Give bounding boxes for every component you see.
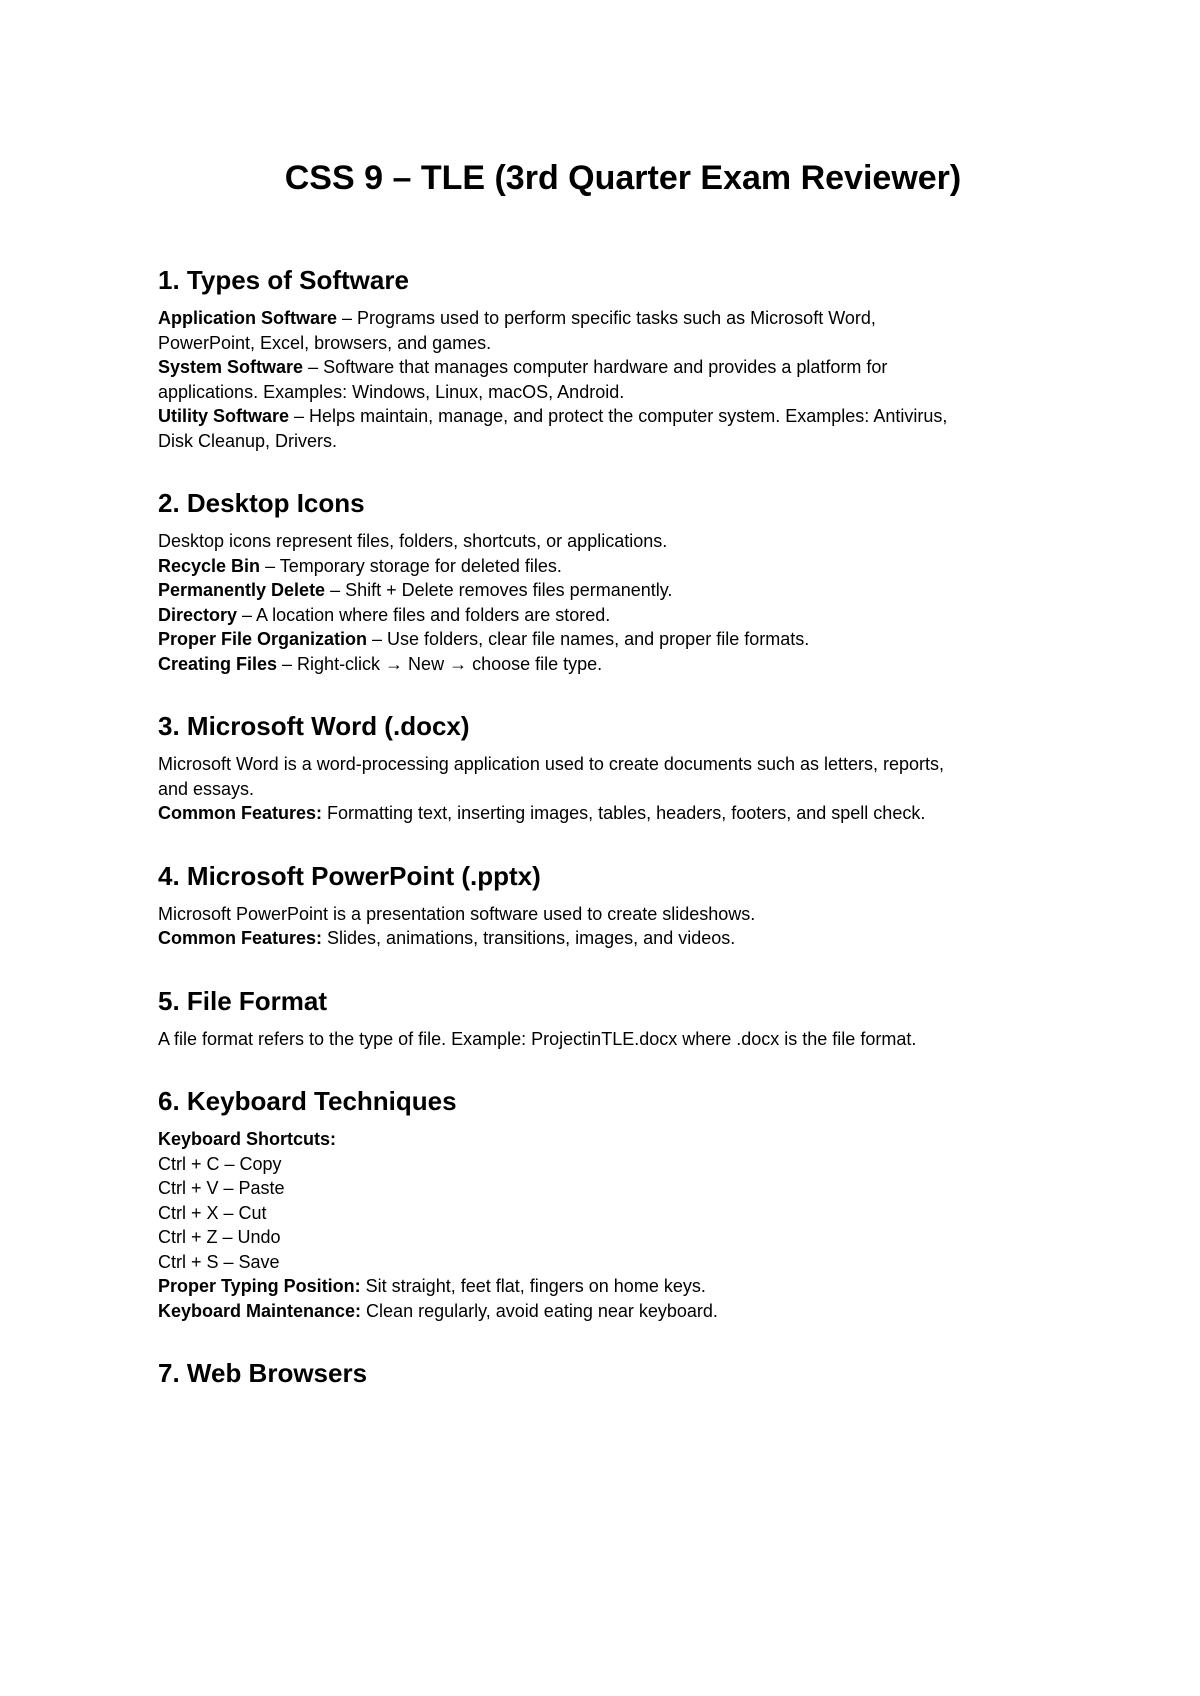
line-text: – Shift + Delete removes files permanently. [325,580,673,600]
line-text: PowerPoint, Excel, browsers, and games. [158,332,492,353]
term-label: Proper Typing Position: [158,1276,361,1296]
term-label: Keyboard Maintenance: [158,1300,362,1321]
line-text: Ctrl + Z – Undo [158,1227,281,1247]
section-2 [158,487,1058,676]
text-line [158,1274,1058,1299]
line-text: – Helps maintain, manage, and protect the computer system. Examples: Antivirus, [289,406,948,426]
section-4 [158,860,1058,951]
line-text: Microsoft Word is a word-processing application used to create documents such as letters, reports, [158,754,945,774]
term-label: Common Features: [158,803,323,823]
text-line [158,1027,1058,1052]
text-line [158,429,1058,454]
text-line [158,603,1058,628]
line-text: Ctrl + S – Save [158,1251,280,1272]
term-label: System Software [158,357,304,377]
section-5 [158,985,1058,1052]
section-heading: 5. File Format [158,985,328,1016]
term-label: Utility Software [158,406,290,426]
text-line [158,355,1058,380]
text-line [158,926,1058,951]
text-line [158,306,1058,331]
term-label: Common Features: [158,928,323,948]
line-text: Microsoft PowerPoint is a presentation software used to create slideshows. [158,903,756,924]
text-line [158,1176,1058,1201]
line-text: – Temporary storage for deleted files. [260,555,562,576]
text-line [158,1127,1058,1152]
section-6 [158,1085,1058,1323]
text-line [158,404,1058,429]
term-label: Directory [158,604,238,625]
line-text: Formatting text, inserting images, tables, headers, footers, and spell check. [322,803,926,823]
line-text: and essays. [158,778,255,799]
line-text: Disk Cleanup, Drivers. [158,430,338,451]
text-line [158,1250,1058,1275]
line-text: Slides, animations, transitions, images, and videos. [322,928,736,948]
line-text: applications. Examples: Windows, Linux, macOS, Android. [158,381,625,402]
term-label: Creating Files [158,653,278,674]
text-line [158,752,1058,777]
line-text: Desktop icons represent files, folders, shortcuts, or applications. [158,531,668,551]
text-line [158,801,1058,826]
text-line [158,777,1058,802]
term-label: Permanently Delete [158,580,326,600]
section-7 [158,1357,1058,1389]
text-line [158,627,1058,652]
text-line [158,1299,1058,1324]
line-text: Ctrl + V – Paste [158,1178,285,1198]
term-label: Proper File Organization [158,629,368,649]
term-label: Recycle Bin [158,555,261,576]
line-text: – Programs used to perform specific tasks such as Microsoft Word, [337,308,876,328]
text-line [158,1152,1058,1177]
line-text: – Right-click → New → choose file type. [277,653,603,674]
text-line [158,529,1058,554]
section-heading: 3. Microsoft Word (.docx) [158,711,470,741]
document-title: CSS 9 – TLE (3rd Quarter Exam Reviewer) [284,159,962,197]
line-text: – A location where files and folders are stored. [237,604,611,625]
text-line [158,902,1058,927]
text-line [158,554,1058,579]
section-heading: 6. Keyboard Techniques [158,1086,457,1116]
text-line [158,1201,1058,1226]
text-line [158,380,1058,405]
line-text: – Software that manages computer hardware and provides a platform for [303,357,888,377]
line-text: A file format refers to the type of file. Example: ProjectinTLE.docx where .docx is the file format. [158,1028,917,1049]
line-text: Ctrl + C – Copy [158,1153,282,1174]
section-1 [158,264,1058,453]
line-text: Sit straight, feet flat, fingers on home keys. [360,1276,706,1296]
section-heading: 4. Microsoft PowerPoint (.pptx) [158,860,541,891]
line-text: Ctrl + X – Cut [158,1202,267,1223]
text-line [158,652,1058,677]
text-line [158,1225,1058,1250]
line-text: Clean regularly, avoid eating near keyboard. [361,1300,718,1321]
line-text: – Use folders, clear file names, and proper file formats. [367,629,810,649]
section-heading: 1. Types of Software [158,265,409,295]
term-label: Keyboard Shortcuts: [158,1129,337,1149]
text-line [158,331,1058,356]
section-heading: 2. Desktop Icons [158,488,365,518]
document-content [158,264,1058,1399]
section-3 [158,710,1058,826]
text-line [158,578,1058,603]
term-label: Application Software [158,308,338,328]
section-heading: 7. Web Browsers [158,1358,368,1388]
